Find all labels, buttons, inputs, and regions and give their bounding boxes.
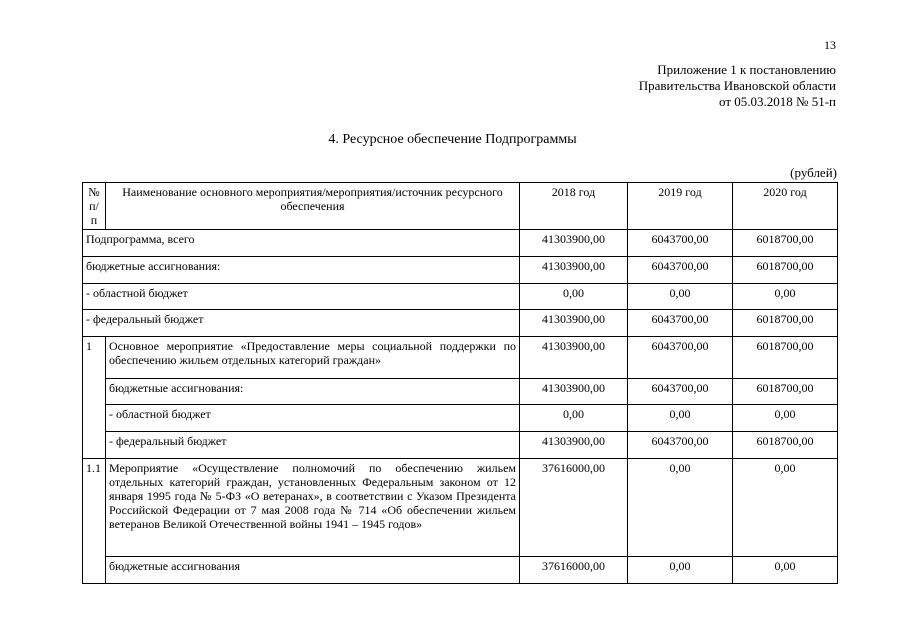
row-name: бюджетные ассигнования bbox=[106, 557, 520, 584]
cell-2019: 6043700,00 bbox=[628, 257, 733, 284]
row-num: 1 bbox=[83, 337, 106, 459]
cell-2020: 6018700,00 bbox=[733, 230, 838, 257]
header-2020: 2020 год bbox=[733, 183, 838, 230]
page-number: 13 bbox=[824, 38, 836, 52]
row-name: бюджетные ассигнования: bbox=[106, 379, 520, 405]
table-row bbox=[83, 310, 838, 337]
row-name: - областной бюджет bbox=[106, 405, 520, 432]
appendix-header bbox=[480, 62, 836, 110]
cell-2018: 41303900,00 bbox=[520, 257, 628, 284]
cell-2019: 6043700,00 bbox=[628, 432, 733, 459]
cell-2018: 41303900,00 bbox=[520, 310, 628, 337]
cell-2020: 0,00 bbox=[733, 405, 838, 432]
cell-2019: 0,00 bbox=[628, 459, 733, 557]
row-name: бюджетные ассигнования: bbox=[83, 257, 520, 284]
cell-2018: 0,00 bbox=[520, 405, 628, 432]
table-row bbox=[83, 459, 838, 557]
cell-2018: 41303900,00 bbox=[520, 337, 628, 379]
cell-2019: 6043700,00 bbox=[628, 337, 733, 379]
header-2019: 2019 год bbox=[628, 183, 733, 230]
cell-2018: 41303900,00 bbox=[520, 379, 628, 405]
appendix-line: Правительства Ивановской области bbox=[638, 78, 836, 93]
cell-2020: 6018700,00 bbox=[733, 432, 838, 459]
cell-2020: 6018700,00 bbox=[733, 310, 838, 337]
resource-table bbox=[82, 182, 838, 584]
table-row bbox=[83, 432, 838, 459]
row-name: - федеральный бюджет bbox=[83, 310, 520, 337]
cell-2020: 6018700,00 bbox=[733, 337, 838, 379]
table-row bbox=[83, 379, 838, 405]
cell-2020: 0,00 bbox=[733, 557, 838, 584]
cell-2018: 41303900,00 bbox=[520, 230, 628, 257]
header-name: Наименование основного мероприятия/мероприятия/источник ресурсного обеспечения bbox=[106, 183, 520, 230]
appendix-line: от 05.03.2018 № 51-п bbox=[719, 94, 836, 109]
cell-2018: 41303900,00 bbox=[520, 432, 628, 459]
cell-2019: 6043700,00 bbox=[628, 310, 733, 337]
table-row bbox=[83, 230, 838, 257]
cell-2018: 0,00 bbox=[520, 284, 628, 310]
table-row bbox=[83, 557, 838, 584]
row-name: Основное мероприятие «Предоставление меры социальной поддержки по обеспечению жильем отдельных категорий граждан» bbox=[106, 337, 520, 379]
unit-label: (рублей) bbox=[790, 165, 837, 180]
cell-2020: 0,00 bbox=[733, 459, 838, 557]
cell-2020: 6018700,00 bbox=[733, 379, 838, 405]
cell-2018: 37616000,00 bbox=[520, 459, 628, 557]
cell-2019: 0,00 bbox=[628, 557, 733, 584]
header-2018: 2018 год bbox=[520, 183, 628, 230]
row-name: Мероприятие «Осуществление полномочий по обеспечению жильем отдельных категорий граждан, установленных Федеральным законом от 12 января 1995 года № 5-ФЗ «О ветеранах», в соответствии с Указом Президента Российской Федерации от 7 мая 2008 года № 714 «Об обеспечении жильем ветеранов Великой Отечественной войны 1941 – 1945 годов» bbox=[106, 459, 520, 557]
table-row bbox=[83, 405, 838, 432]
cell-2019: 6043700,00 bbox=[628, 230, 733, 257]
appendix-line: Приложение 1 к постановлению bbox=[657, 62, 836, 77]
row-num: 1.1 bbox=[83, 459, 106, 584]
section-title: 4. Ресурсное обеспечение Подпрограммы bbox=[328, 132, 577, 147]
row-name: - федеральный бюджет bbox=[106, 432, 520, 459]
cell-2020: 0,00 bbox=[733, 284, 838, 310]
cell-2019: 0,00 bbox=[628, 284, 733, 310]
table-row bbox=[83, 284, 838, 310]
cell-2019: 0,00 bbox=[628, 405, 733, 432]
table-row bbox=[83, 337, 838, 379]
row-name: Подпрограмма, всего bbox=[83, 230, 520, 257]
cell-2019: 6043700,00 bbox=[628, 379, 733, 405]
cell-2020: 6018700,00 bbox=[733, 257, 838, 284]
cell-2018: 37616000,00 bbox=[520, 557, 628, 584]
table-header-row bbox=[83, 183, 838, 230]
table-row bbox=[83, 257, 838, 284]
header-num: № п/п bbox=[83, 183, 106, 230]
row-name: - областной бюджет bbox=[83, 284, 520, 310]
